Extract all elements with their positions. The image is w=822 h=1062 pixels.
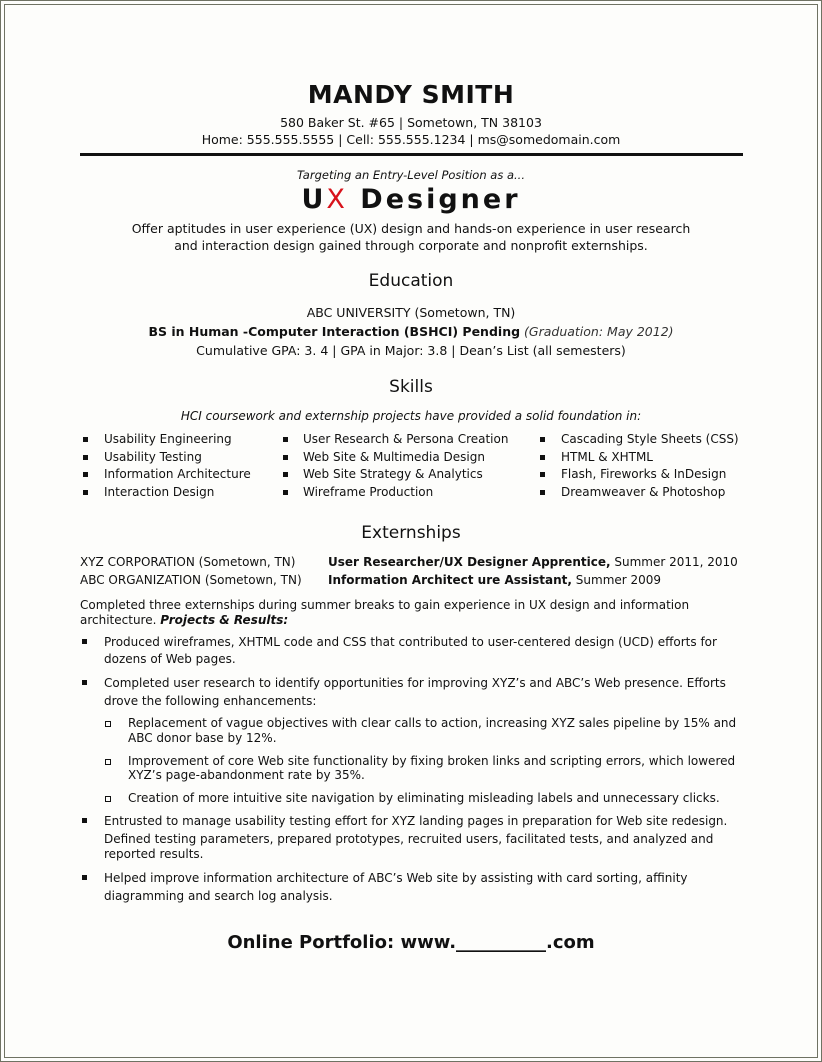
job-role-line	[328, 573, 661, 587]
hollow-square-bullet-icon	[105, 721, 111, 727]
bullet-icon	[540, 490, 545, 495]
contact-line: Home: 555.555.5555 | Cell: 555.555.1234 | ms@somedomain.com	[201, 132, 621, 147]
portfolio-suffix: .com	[546, 932, 595, 953]
job-role: Information Architect ure Assistant,	[328, 573, 572, 587]
job-role-line	[328, 555, 738, 569]
address-line: 580 Baker St. #65 | Sometown, TN 38103	[280, 115, 542, 130]
result-bullet-line: Completed user research to identify opportunities for improving XYZ’s and ABC’s Web presence. Efforts	[104, 676, 726, 690]
result-bullet-line: dozens of Web pages.	[104, 652, 236, 666]
sub-bullet-line: Replacement of vague objectives with clear calls to action, increasing XYZ sales pipeline by 15% and	[128, 716, 737, 730]
bullet-icon	[82, 680, 87, 685]
online-portfolio	[0, 932, 822, 953]
bullet-icon	[283, 437, 288, 442]
result-bullet-line: Entrusted to manage usability testing effort for XYZ landing pages in preparation for Web site redesign.	[104, 814, 728, 828]
sub-bullet-line: Improvement of core Web site functionality by fixing broken links and scripting errors, which lowered	[128, 754, 736, 768]
sub-bullet-line: Creation of more intuitive site navigation by eliminating misleading labels and unnecessary clicks.	[128, 791, 720, 805]
skill-item: HTML & XHTML	[561, 450, 653, 464]
skill-item: Wireframe Production	[303, 485, 434, 499]
skill-item: Interaction Design	[104, 485, 215, 499]
bullet-icon	[283, 472, 288, 477]
education-heading: Education	[368, 271, 454, 291]
skill-item: Cascading Style Sheets (CSS)	[561, 432, 739, 446]
bullet-icon	[83, 472, 88, 477]
skill-item: Dreamweaver & Photoshop	[561, 485, 726, 499]
gpa-line: Cumulative GPA: 3. 4 | GPA in Major: 3.8 | Dean’s List (all semesters)	[196, 343, 626, 358]
result-bullet-line: Defined testing parameters, prepared prototypes, recruited users, facilitated tests, and analyzed and	[104, 832, 714, 846]
sub-bullet-line: ABC donor base by 12%.	[128, 731, 277, 745]
portfolio-label: Online Portfolio: www.	[227, 932, 457, 953]
bullet-icon	[283, 455, 288, 460]
summary-line-2: and interaction design gained through corporate and nonprofit externships.	[174, 238, 648, 253]
result-bullet-line: diagramming and search log analysis.	[104, 889, 333, 903]
skill-item: Web Site & Multimedia Design	[303, 450, 485, 464]
title-u: U	[301, 184, 327, 215]
summary-line-1: Offer aptitudes in user experience (UX) design and hands-on experience in user research	[131, 221, 691, 236]
bullet-icon	[83, 490, 88, 495]
result-bullet-line: Produced wireframes, XHTML code and CSS that contributed to user-centered design (UCD) efforts for	[104, 635, 717, 649]
projects-label: Projects & Results:	[160, 613, 289, 627]
externship-summary-line-1: Completed three externships during summer breaks to gain experience in UX design and information	[80, 598, 690, 612]
hollow-square-bullet-icon	[105, 796, 111, 802]
school-name: ABC UNIVERSITY (Sometown, TN)	[306, 305, 516, 320]
bullet-icon	[540, 455, 545, 460]
bullet-icon	[82, 875, 87, 880]
bullet-icon	[540, 472, 545, 477]
degree-line	[0, 324, 822, 339]
result-bullet-line: reported results.	[104, 847, 204, 861]
job-role: User Researcher/UX Designer Apprentice,	[328, 555, 611, 569]
target-intro: Targeting an Entry-Level Position as a...	[296, 168, 525, 182]
portfolio-blank: __________	[456, 932, 547, 953]
target-title	[0, 184, 822, 215]
result-bullet-line: Helped improve information architecture of ABC’s Web site by assisting with card sorting, affinity	[104, 871, 688, 885]
bullet-icon	[82, 639, 87, 644]
bullet-icon	[283, 490, 288, 495]
externships-heading: Externships	[361, 523, 461, 543]
bullet-icon	[83, 455, 88, 460]
sub-bullet-line: XYZ’s page-abandonment rate by 35%.	[128, 768, 365, 782]
header-divider	[80, 153, 743, 156]
job-dates: Summer 2009	[575, 573, 662, 587]
skill-item: Flash, Fireworks & InDesign	[561, 467, 727, 481]
job-org: ABC ORGANIZATION (Sometown, TN)	[80, 573, 302, 587]
bullet-icon	[82, 818, 87, 823]
job-org: XYZ CORPORATION (Sometown, TN)	[80, 555, 296, 569]
skill-item: Usability Testing	[104, 450, 202, 464]
summary-text: architecture.	[80, 613, 157, 627]
bullet-icon	[540, 437, 545, 442]
graduation-date: (Graduation: May 2012)	[524, 324, 674, 339]
skill-item: User Research & Persona Creation	[303, 432, 509, 446]
title-rest: Designer	[347, 184, 521, 215]
hollow-square-bullet-icon	[105, 759, 111, 765]
result-bullet-line: drove the following enhancements:	[104, 694, 317, 708]
externship-summary-line-2	[80, 613, 288, 627]
applicant-name: MANDY SMITH	[307, 80, 515, 109]
skill-item: Usability Engineering	[104, 432, 232, 446]
bullet-icon	[83, 437, 88, 442]
job-dates: Summer 2011, 2010	[614, 555, 738, 569]
skill-item: Information Architecture	[104, 467, 251, 481]
skills-intro: HCI coursework and externship projects have provided a solid foundation in:	[180, 409, 642, 423]
skills-heading: Skills	[389, 377, 433, 397]
degree: BS in Human -Computer Interaction (BSHCI) Pending	[148, 324, 521, 339]
title-x: X	[326, 184, 348, 215]
skill-item: Web Site Strategy & Analytics	[303, 467, 483, 481]
